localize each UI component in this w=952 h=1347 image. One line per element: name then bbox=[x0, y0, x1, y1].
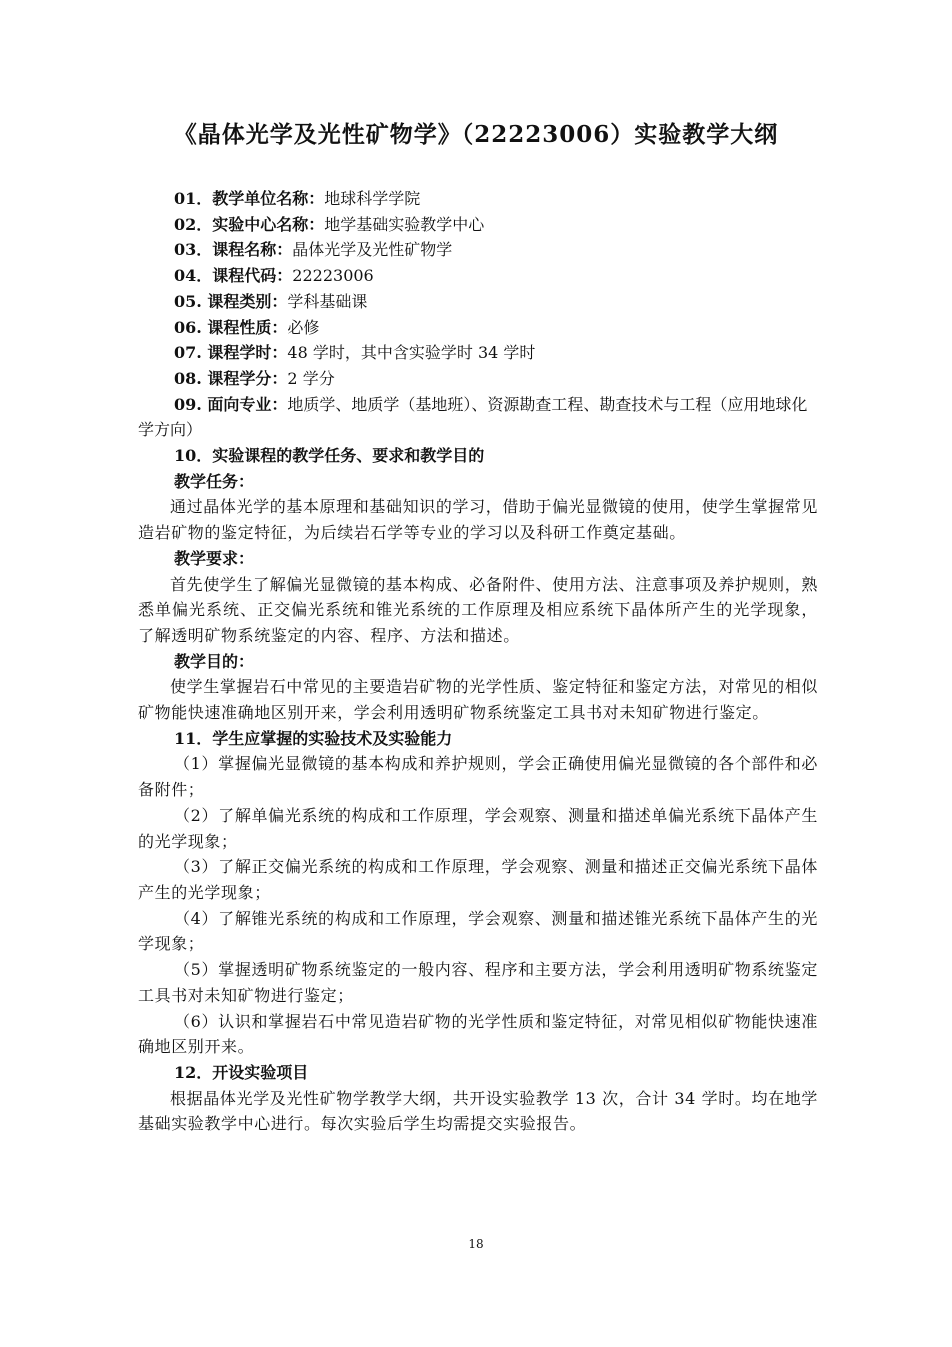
teaching-requirement-text: 首先使学生了解偏光显微镜的基本构成、必备附件、使用方法、注意事项及养护规则，熟悉单偏光系统、正交偏光系统和锥光系统的工作原理及相应系统下晶体所产生的光学现象，了解透明矿物系统鉴定的内容、程序、方法和描述。 bbox=[138, 574, 818, 645]
teaching-task-label: 教学任务： bbox=[174, 471, 255, 491]
teaching-requirement-label: 教学要求： bbox=[174, 548, 255, 568]
skill-item: （1）掌握偏光显微镜的基本构成和养护规则，学会正确使用偏光显微镜的各个部件和必备附件； bbox=[138, 754, 818, 800]
section-10-heading: 10．实验课程的教学任务、要求和教学目的 bbox=[174, 446, 485, 466]
page-number: 18 bbox=[468, 1237, 484, 1251]
field-target-majors bbox=[138, 392, 818, 443]
field-number: 03． bbox=[174, 240, 213, 260]
field-label: 课程类别： bbox=[201, 291, 288, 311]
field-value: 48 学时，其中含实验学时 34 学时 bbox=[287, 343, 536, 363]
field-label: 课程性质： bbox=[201, 317, 288, 337]
field-course-credits bbox=[138, 366, 818, 392]
field-label: 课程代码： bbox=[212, 266, 293, 286]
field-label: 教学单位名称： bbox=[212, 189, 325, 208]
field-label: 课程学时： bbox=[201, 343, 288, 363]
document-body bbox=[138, 186, 818, 1137]
field-course-category bbox=[138, 289, 818, 315]
field-number: 08. bbox=[174, 368, 202, 388]
document-title: 《晶体光学及光性矿物学》（22223006）实验教学大纲 bbox=[173, 121, 779, 148]
field-number: 05. bbox=[174, 291, 202, 311]
field-lab-center bbox=[138, 212, 818, 238]
field-course-name bbox=[138, 237, 818, 263]
section-12-heading: 12．开设实验项目 bbox=[174, 1062, 309, 1082]
section-11-heading: 11．学生应掌握的实验技术及实验能力 bbox=[174, 728, 453, 748]
field-number: 07. bbox=[174, 343, 202, 363]
skill-item: （3）了解正交偏光系统的构成和工作原理，学会观察、测量和描述正交偏光系统下晶体产生的光学现象； bbox=[138, 857, 818, 902]
field-number: 09. bbox=[174, 394, 202, 414]
field-label: 实验中心名称： bbox=[212, 214, 325, 234]
field-label: 面向专业： bbox=[201, 394, 288, 414]
field-value: 地质学、地质学（基地班）、资源勘查工程、勘查技术与工程（应用地球化学方向） bbox=[138, 394, 808, 440]
skill-item: （5）掌握透明矿物系统鉴定的一般内容、程序和主要方法，学会利用透明矿物系统鉴定工具书对未知矿物进行鉴定； bbox=[138, 960, 818, 1005]
field-course-hours bbox=[138, 340, 818, 366]
skill-item: （2）了解单偏光系统的构成和工作原理，学会观察、测量和描述单偏光系统下晶体产生的光学现象； bbox=[138, 805, 818, 851]
section-12-text: 根据晶体光学及光性矿物学教学大纲，共开设实验教学 13 次，合计 34 学时。均在地学基础实验教学中心进行。每次实验后学生均需提交实验报告。 bbox=[138, 1088, 818, 1134]
field-value: 学科基础课 bbox=[287, 291, 368, 311]
field-course-code bbox=[138, 263, 818, 289]
teaching-purpose-text: 使学生掌握岩石中常见的主要造岩矿物的光学性质、鉴定特征和鉴定方法，对常见的相似矿物能快速准确地区别开来，学会利用透明矿物系统鉴定工具书对未知矿物进行鉴定。 bbox=[138, 677, 818, 723]
field-number: 01． bbox=[174, 189, 213, 208]
field-number: 06. bbox=[174, 317, 202, 337]
field-number: 04． bbox=[174, 266, 213, 286]
field-label: 课程名称： bbox=[212, 240, 293, 260]
field-value: 2 学分 bbox=[287, 368, 335, 388]
teaching-purpose-label: 教学目的： bbox=[174, 651, 255, 671]
field-value: 22223006 bbox=[292, 266, 374, 286]
field-number: 02． bbox=[174, 214, 213, 234]
field-teaching-unit bbox=[138, 186, 818, 212]
field-course-nature bbox=[138, 315, 818, 341]
field-value: 地学基础实验教学中心 bbox=[324, 214, 485, 234]
skill-item: （6）认识和掌握岩石中常见造岩矿物的光学性质和鉴定特征，对常见相似矿物能快速准确地区别开来。 bbox=[138, 1011, 818, 1057]
field-value: 地球科学学院 bbox=[324, 189, 421, 208]
field-value: 晶体光学及光性矿物学 bbox=[292, 240, 453, 260]
skill-item: （4）了解锥光系统的构成和工作原理，学会观察、测量和描述锥光系统下晶体产生的光学现象； bbox=[138, 908, 818, 954]
field-value: 必修 bbox=[287, 317, 320, 337]
field-label: 课程学分： bbox=[201, 368, 288, 388]
teaching-task-text: 通过晶体光学的基本原理和基础知识的学习，借助于偏光显微镜的使用，使学生掌握常见造岩矿物的鉴定特征，为后续岩石学等专业的学习以及科研工作奠定基础。 bbox=[138, 497, 818, 543]
